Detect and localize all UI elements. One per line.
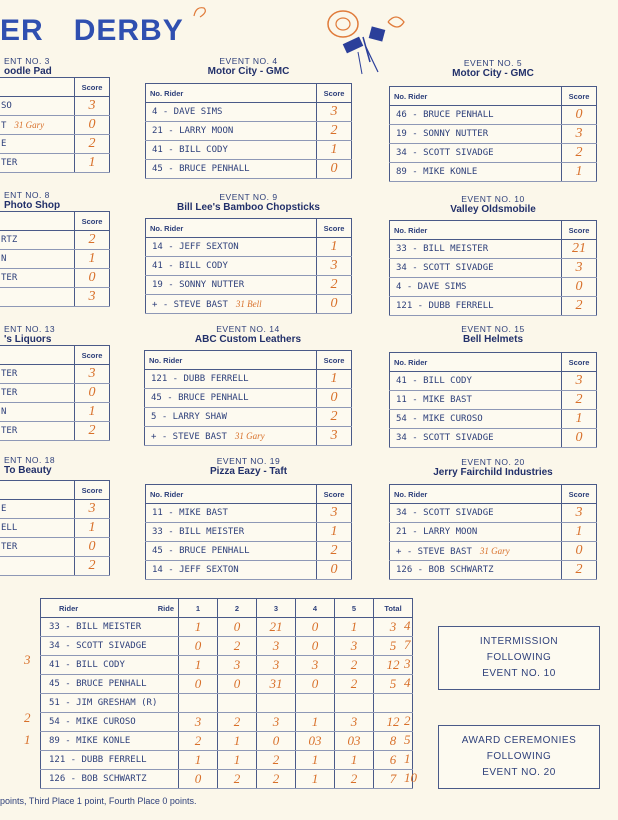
table-row: 2 <box>0 557 110 576</box>
table-row: + - STEVE BAST 31 Bell 0 <box>146 295 352 314</box>
event-18-block: ENT NO. 18 To Beauty Score E 3 ELL 1 TER 0 2 <box>0 455 112 585</box>
summary-row <box>41 694 413 713</box>
margin-note: 2 <box>24 710 31 725</box>
summary-row <box>41 675 413 694</box>
summary-rider: 33 - BILL MEISTER <box>41 618 179 637</box>
margin-tally: 3 <box>404 656 411 671</box>
heat-table-8: Score RTZ 2 N 1 TER 0 3 <box>0 211 110 307</box>
table-row: 45 - BRUCE PENHALL 2 <box>146 542 352 561</box>
summary-ride-score: 03 <box>335 732 374 751</box>
heat-table-20: No. Rider Score 34 - SCOTT SIVADGE 3 21 - LARRY MOON 1 + - STEVE BAST 31 Gary 0 126 - BOB SCHWARTZ 2 <box>389 484 597 580</box>
table-row: 34 - SCOTT SIVADGE 3 <box>390 259 597 278</box>
table-row: 21 - LARRY MOON 1 <box>390 523 597 542</box>
summary-rider: 41 - BILL CODY <box>41 656 179 675</box>
summary-ride-score: 3 <box>335 637 374 656</box>
summary-ride-score <box>257 694 296 713</box>
summary-total: 5 <box>374 637 413 656</box>
margin-tally: 4 <box>404 675 411 690</box>
table-row: 121 - DUBB FERRELL 2 <box>390 297 597 316</box>
heat-table-5: No. Rider Score 46 - BRUCE PENHALL 0 19 - SONNY NUTTER 3 34 - SCOTT SIVADGE 2 89 - MIKE KONLE 1 <box>389 86 597 182</box>
table-row: TER 1 <box>0 154 110 173</box>
summary-rider: 51 - JIM GRESHAM (R) <box>41 694 179 713</box>
summary-ride-score: 3 <box>335 713 374 732</box>
pencil-mark <box>190 2 210 22</box>
table-row: 45 - BRUCE PENHALL 0 <box>145 389 352 408</box>
heat-table-3 <box>0 77 110 173</box>
award-ceremonies-box: AWARD CEREMONIES FOLLOWING EVENT NO. 20 <box>438 725 600 789</box>
summary-ride-score: 0 <box>296 675 335 694</box>
summary-total: 3 <box>374 618 413 637</box>
event-3-block <box>0 56 112 186</box>
table-row: 121 - DUBB FERRELL 1 <box>145 370 352 389</box>
summary-row <box>41 618 413 637</box>
table-row: TER 0 <box>0 538 110 557</box>
table-row: 19 - SONNY NUTTER 3 <box>390 125 597 144</box>
heat-table-4: No. Rider Score 4 - DAVE SIMS 3 21 - LARRY MOON 2 41 - BILL CODY 1 45 - BRUCE PENHALL 0 <box>145 83 352 179</box>
summary-total: 5 <box>374 675 413 694</box>
margin-tally: 1 <box>404 751 411 766</box>
summary-ride-score <box>296 694 335 713</box>
summary-ride-score <box>335 694 374 713</box>
table-row: 45 - BRUCE PENHALL 0 <box>146 160 352 179</box>
summary-ride-score: 1 <box>179 618 218 637</box>
summary-ride-score: 1 <box>218 751 257 770</box>
table-row: 126 - BOB SCHWARTZ 2 <box>390 561 597 580</box>
margin-note: 3 <box>24 652 31 667</box>
table-row: 4 - DAVE SIMS 0 <box>390 278 597 297</box>
summary-total: 8 <box>374 732 413 751</box>
event-15-heading: EVENT NO. 15 Bell Helmets <box>461 324 525 345</box>
summary-rider: 126 - BOB SCHWARTZ <box>41 770 179 789</box>
summary-row <box>41 656 413 675</box>
summary-ride-score: 03 <box>296 732 335 751</box>
table-row: 11 - MIKE BAST 3 <box>146 504 352 523</box>
title-right: DERBY <box>73 14 184 47</box>
summary-total: 12 <box>374 656 413 675</box>
margin-tally: 5 <box>404 732 411 747</box>
event-number: ENT NO. 3 <box>4 56 50 66</box>
summary-ride-score <box>179 694 218 713</box>
margin-tally: 2 <box>404 713 411 728</box>
event-sponsor: oodle Pad <box>4 66 52 77</box>
table-row: 34 - SCOTT SIVADGE 2 <box>390 144 597 163</box>
summary-ride-score: 2 <box>257 770 296 789</box>
heat-table-14: No. Rider Score 121 - DUBB FERRELL 1 45 - BRUCE PENHALL 0 5 - LARRY SHAW 2 + - STEVE BAST 31 Gary 3 <box>144 350 352 446</box>
summary-row <box>41 770 413 789</box>
event-5-heading: EVENT NO. 5 Motor City - GMC <box>452 58 534 79</box>
table-row: 19 - SONNY NUTTER 2 <box>146 276 352 295</box>
table-row: 89 - MIKE KONLE 1 <box>390 163 597 182</box>
summary-rider: 89 - MIKE KONLE <box>41 732 179 751</box>
scoring-footnote: points, Third Place 1 point, Fourth Place 0 points. <box>0 796 197 806</box>
summary-ride-score: 21 <box>257 618 296 637</box>
summary-ride-score: 0 <box>296 618 335 637</box>
rider-points-table <box>40 598 413 789</box>
table-row: TER 0 <box>0 269 110 288</box>
summary-ride-score: 3 <box>257 656 296 675</box>
table-row: 41 - BILL CODY 3 <box>146 257 352 276</box>
table-row: + - STEVE BAST 31 Gary 3 <box>145 427 352 446</box>
summary-ride-score: 2 <box>218 770 257 789</box>
summary-ride-score: 0 <box>296 637 335 656</box>
summary-ride-score: 31 <box>257 675 296 694</box>
summary-rider: 45 - BRUCE PENHALL <box>41 675 179 694</box>
margin-tally: 7 <box>404 637 411 652</box>
margin-note: 1 <box>24 732 31 747</box>
summary-ride-score: 1 <box>335 751 374 770</box>
heat-table-15: No. Rider Score 41 - BILL CODY 3 11 - MIKE BAST 2 54 - MIKE CUROSO 1 34 - SCOTT SIVADGE 0 <box>389 352 597 448</box>
table-row: 14 - JEFF SEXTON 1 <box>146 238 352 257</box>
summary-ride-score: 1 <box>179 656 218 675</box>
table-row: TER 0 <box>0 384 110 403</box>
title-left: ER <box>0 14 44 47</box>
summary-ride-score: 3 <box>218 656 257 675</box>
score-header: Score <box>75 78 110 97</box>
event-13-block: ENT NO. 13 's Liquors Score TER 3 TER 0 N 1 TER 2 <box>0 324 112 454</box>
table-row: 3 <box>0 288 110 307</box>
heat-table-10: No. Rider Score 33 - BILL MEISTER 21 34 - SCOTT SIVADGE 3 4 - DAVE SIMS 0 121 - DUBB FERRELL 2 <box>389 220 597 316</box>
table-row: 33 - BILL MEISTER 1 <box>146 523 352 542</box>
table-row: ELL 1 <box>0 519 110 538</box>
summary-ride-score <box>218 694 257 713</box>
table-row: 34 - SCOTT SIVADGE 0 <box>390 429 597 448</box>
summary-total <box>374 694 413 713</box>
summary-ride-score: 0 <box>179 770 218 789</box>
summary-total: 12 <box>374 713 413 732</box>
table-row: 54 - MIKE CUROSO 1 <box>390 410 597 429</box>
summary-total: 7 <box>374 770 413 789</box>
heat-table-9: No. Rider Score 14 - JEFF SEXTON 1 41 - BILL CODY 3 19 - SONNY NUTTER 2 + - STEVE BAST 31 Bell 0 <box>145 218 352 314</box>
summary-ride-score: 1 <box>335 618 374 637</box>
event-10-heading: EVENT NO. 10 Valley Oldsmobile <box>450 194 536 215</box>
summary-ride-score: 1 <box>296 770 335 789</box>
table-row: 34 - SCOTT SIVADGE 3 <box>390 504 597 523</box>
table-row: 11 - MIKE BAST 2 <box>390 391 597 410</box>
heat-table-13: Score TER 3 TER 0 N 1 TER 2 <box>0 345 110 441</box>
summary-ride-score: 1 <box>296 713 335 732</box>
table-row: TER 3 <box>0 365 110 384</box>
event-20-heading: EVENT NO. 20 Jerry Fairchild Industries <box>433 457 553 478</box>
summary-row <box>41 751 413 770</box>
table-row: 46 - BRUCE PENHALL 0 <box>390 106 597 125</box>
table-row: 41 - BILL CODY 1 <box>146 141 352 160</box>
summary-row <box>41 713 413 732</box>
table-row: + - STEVE BAST 31 Gary 0 <box>390 542 597 561</box>
summary-row <box>41 732 413 751</box>
table-row: N 1 <box>0 403 110 422</box>
table-row: T 31 Gary 0 <box>0 116 110 135</box>
event-14-heading: EVENT NO. 14 ABC Custom Leathers <box>194 324 302 345</box>
table-row: 21 - LARRY MOON 2 <box>146 122 352 141</box>
summary-row <box>41 637 413 656</box>
table-row: 33 - BILL MEISTER 21 <box>390 240 597 259</box>
summary-ride-score: 1 <box>218 732 257 751</box>
event-8-block: ENT NO. 8 Photo Shop Score RTZ 2 N 1 TER 0 3 <box>0 190 112 320</box>
summary-rider: 121 - DUBB FERRELL <box>41 751 179 770</box>
table-row: TER 2 <box>0 422 110 441</box>
table-row: SO 3 <box>0 97 110 116</box>
heat-table-18: Score E 3 ELL 1 TER 0 2 <box>0 480 110 576</box>
heat-table-19: No. Rider Score 11 - MIKE BAST 3 33 - BILL MEISTER 1 45 - BRUCE PENHALL 2 14 - JEFF SEXTON 0 <box>145 484 352 580</box>
summary-ride-score: 2 <box>179 732 218 751</box>
table-row: RTZ 2 <box>0 231 110 250</box>
table-row: 41 - BILL CODY 3 <box>390 372 597 391</box>
summary-ride-score: 2 <box>218 713 257 732</box>
table-row: E 3 <box>0 500 110 519</box>
margin-tally: 4 <box>404 618 411 633</box>
summary-total: 6 <box>374 751 413 770</box>
summary-ride-score: 2 <box>218 637 257 656</box>
summary-ride-score: 3 <box>179 713 218 732</box>
table-row: 4 - DAVE SIMS 3 <box>146 103 352 122</box>
summary-ride-score: 1 <box>179 751 218 770</box>
summary-ride-score: 2 <box>335 656 374 675</box>
summary-ride-score: 3 <box>296 656 335 675</box>
summary-ride-score: 2 <box>257 751 296 770</box>
intermission-box: INTERMISSION FOLLOWING EVENT NO. 10 <box>438 626 600 690</box>
summary-ride-score: 3 <box>257 713 296 732</box>
summary-header-row: Rider Ride 1 2 3 4 5 Total <box>41 599 413 618</box>
summary-ride-score: 0 <box>218 618 257 637</box>
summary-ride-score: 0 <box>218 675 257 694</box>
summary-ride-score: 0 <box>257 732 296 751</box>
summary-ride-score: 3 <box>257 637 296 656</box>
event-19-heading: EVENT NO. 19 Pizza Eazy - Taft <box>209 456 288 477</box>
summary-ride-score: 1 <box>296 751 335 770</box>
table-row: 14 - JEFF SEXTON 0 <box>146 561 352 580</box>
program-title <box>0 14 184 48</box>
table-row: N 1 <box>0 250 110 269</box>
summary-rider: 34 - SCOTT SIVADGE <box>41 637 179 656</box>
margin-tally: 10 <box>404 770 417 785</box>
event-4-heading: EVENT NO. 4 Motor City - GMC <box>207 56 290 77</box>
event-9-heading: EVENT NO. 9 Bill Lee's Bamboo Chopsticks <box>177 192 320 213</box>
summary-ride-score: 2 <box>335 770 374 789</box>
summary-ride-score: 2 <box>335 675 374 694</box>
summary-rider: 54 - MIKE CUROSO <box>41 713 179 732</box>
summary-ride-score: 0 <box>179 675 218 694</box>
table-row: 5 - LARRY SHAW 2 <box>145 408 352 427</box>
table-row: E 2 <box>0 135 110 154</box>
summary-ride-score: 0 <box>179 637 218 656</box>
